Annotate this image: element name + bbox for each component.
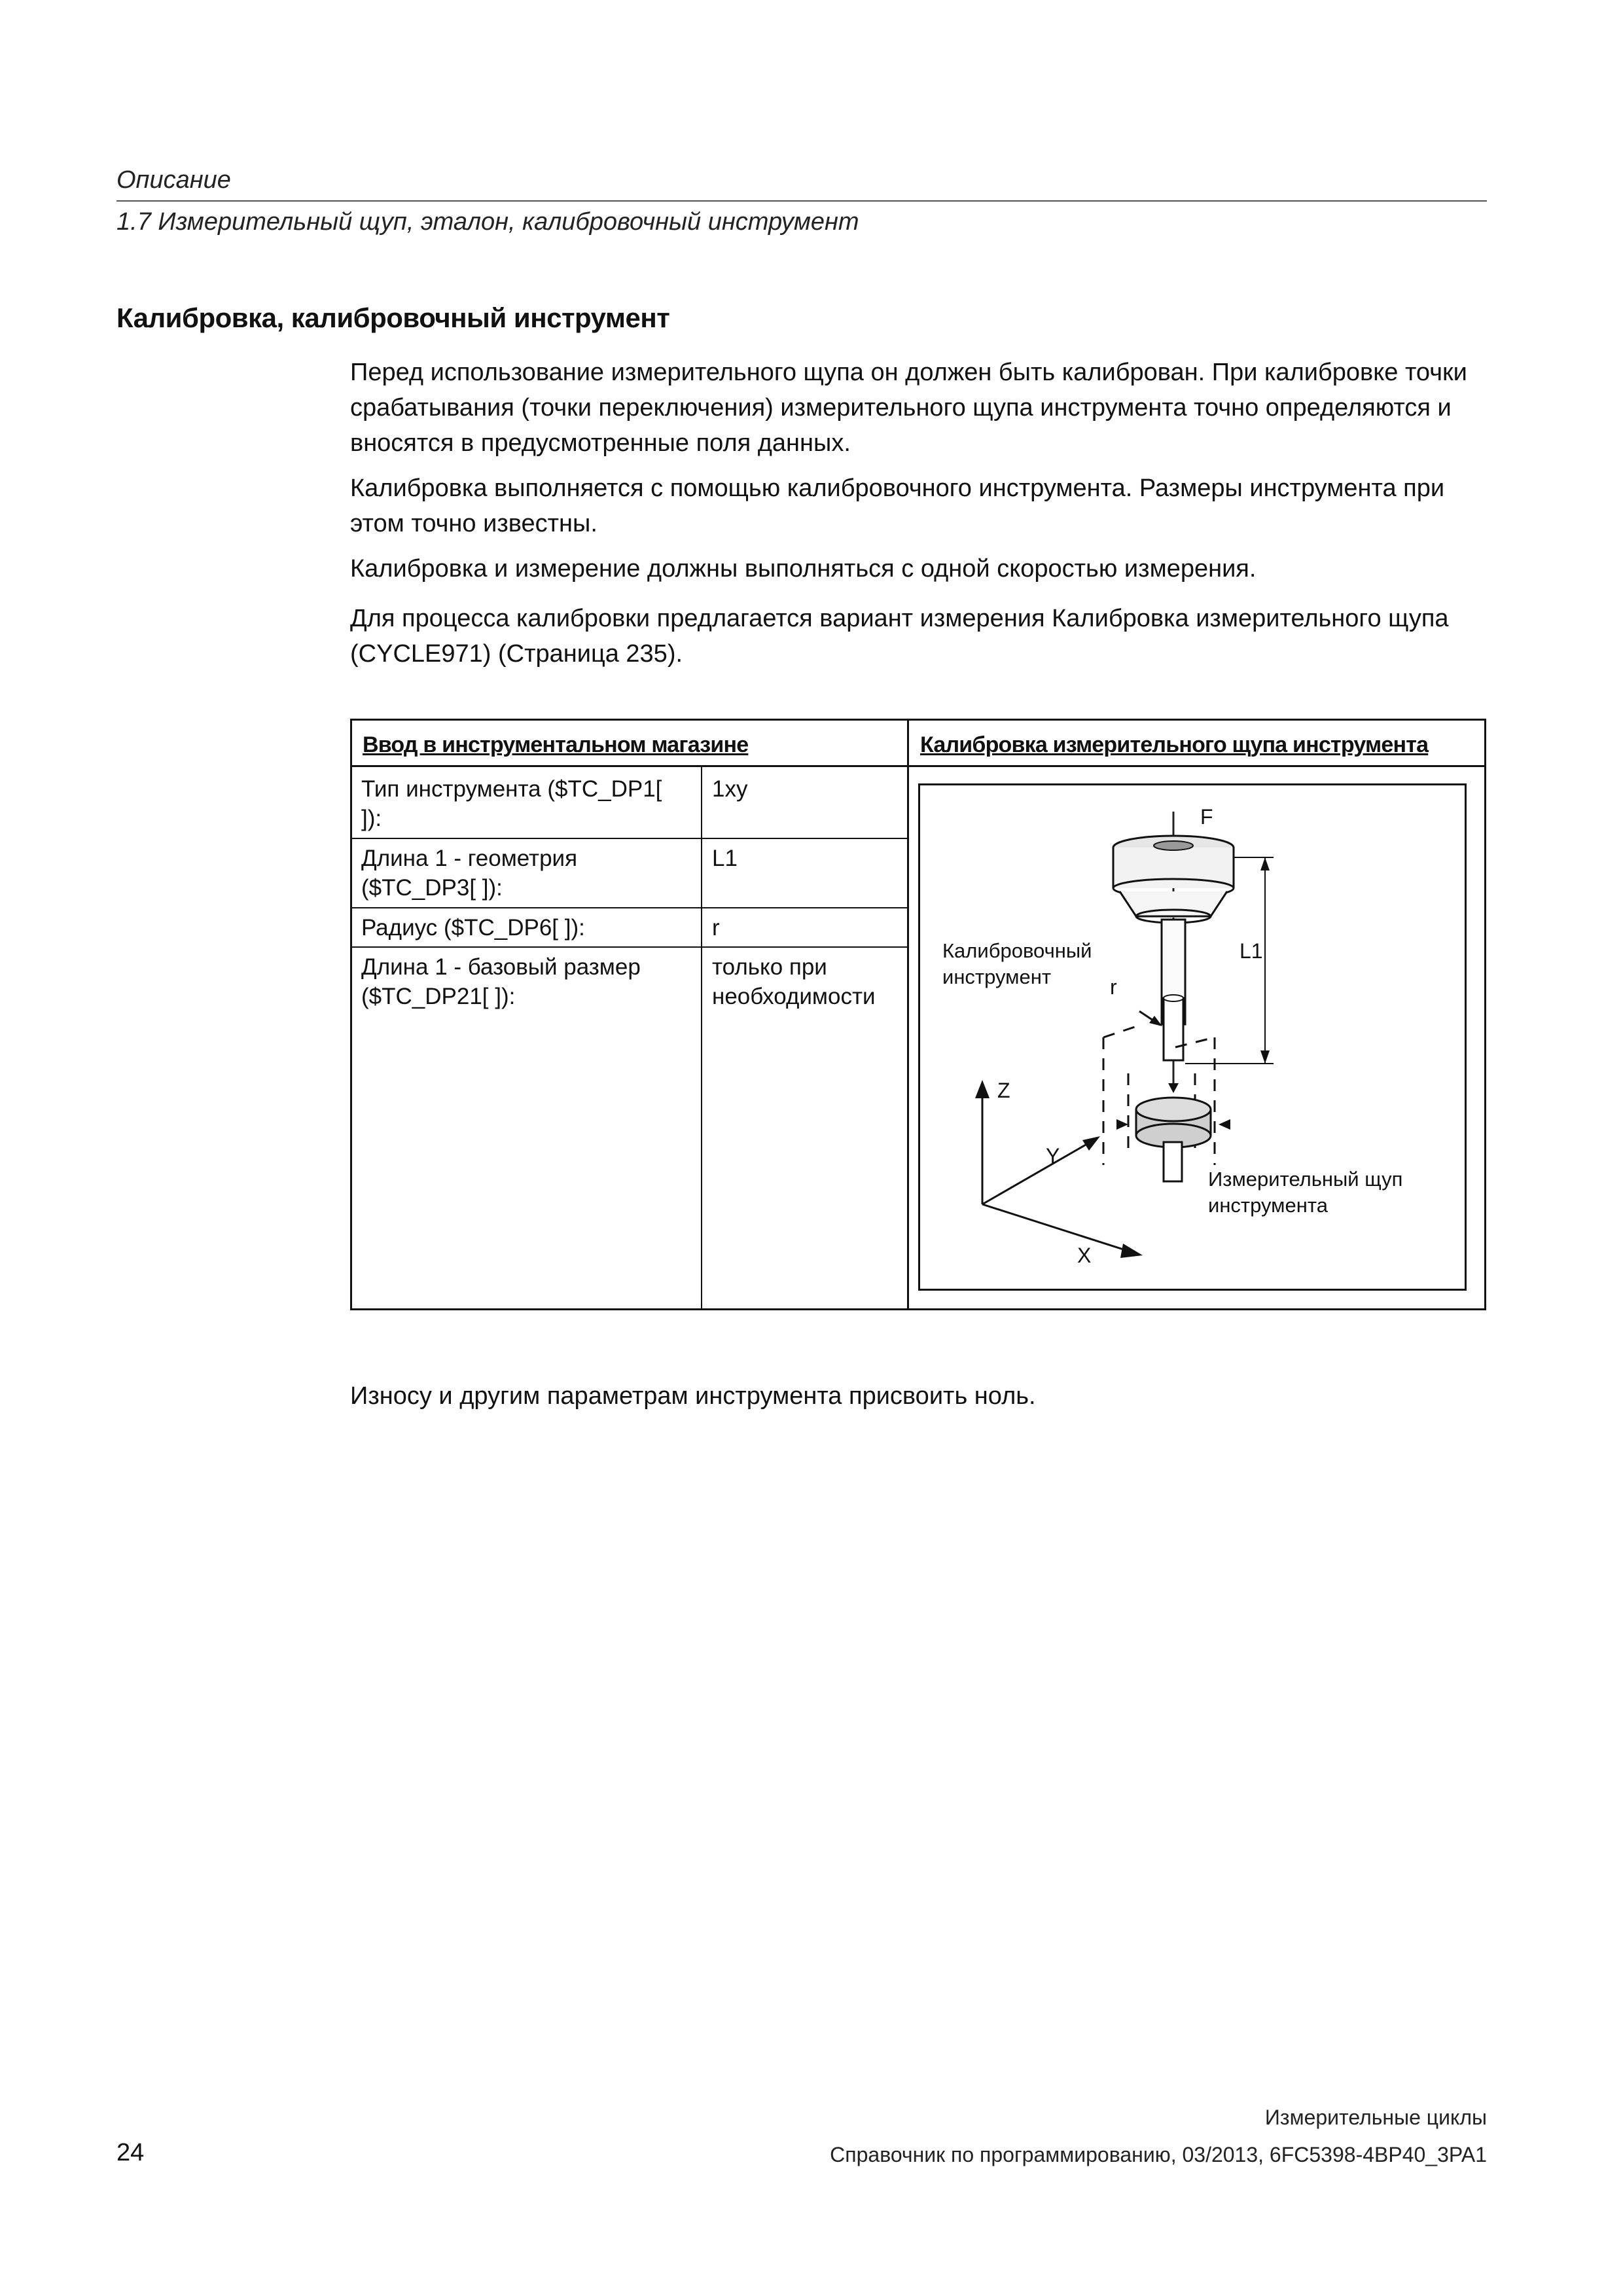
- table-row-divider: [352, 838, 907, 839]
- paragraph-3: Калибровка и измерение должны выполняться с одной скоростью измерения.: [350, 555, 1257, 583]
- table-col-divider-1: [701, 765, 702, 1308]
- table-header-col2: Калибровка измерительного щупа инструмента: [920, 732, 1429, 757]
- table-header-col1: Ввод в инструментальном магазине: [363, 732, 749, 757]
- label-r: r: [1110, 975, 1117, 999]
- table-cell-value: 1xy: [712, 776, 748, 802]
- paragraph-4: Для процесса калибровки предлагается вариант измерения Калибровка измерительного щупа (CYCLE971) (Страница 235).: [350, 605, 1449, 668]
- table-cell-value: L1: [712, 846, 738, 871]
- footer-doc-ref: Справочник по программированию, 03/2013, 6FC5398-4BP40_3PA1: [830, 2143, 1487, 2166]
- label-probe: Измерительный щуп инструмента: [1208, 1168, 1403, 1217]
- table-cell-param: Длина 1 - базовый размер ($TC_DP21[ ]):: [361, 954, 641, 1009]
- table-header-divider: [352, 765, 1484, 767]
- header-section: Описание: [116, 166, 231, 194]
- table-cell-param: Тип инструмента ($TC_DP1[ ]):: [361, 776, 662, 831]
- footer-doc-title: Измерительные циклы: [1264, 2106, 1487, 2129]
- table-cell-param: Длина 1 - геометрия ($TC_DP3[ ]):: [361, 846, 578, 901]
- label-Z: Z: [997, 1079, 1010, 1102]
- header-subsection: 1.7 Измерительный щуп, эталон, калибровочный инструмент: [116, 208, 859, 236]
- table-cell-value: только при необходимости: [712, 954, 876, 1009]
- label-F: F: [1200, 805, 1213, 829]
- paragraph-1: Перед использование измерительного щупа он должен быть калиброван. При калибровке точки срабатывания (точки переключения) измерительного щупа инструмента точно определяются и вносятся в предусмотренные поля данных.: [350, 359, 1467, 457]
- table-cell-param: Радиус ($TC_DP6[ ]):: [361, 915, 585, 941]
- label-calibration-tool: Калибровочный инструмент: [942, 939, 1092, 988]
- calibration-figure: [918, 783, 1467, 1291]
- closing-text: Износу и другим параметрам инструмента присвоить ноль.: [350, 1382, 1036, 1410]
- table-row-divider: [352, 946, 907, 948]
- table-cell-value: r: [712, 915, 720, 941]
- label-X: X: [1077, 1244, 1092, 1267]
- page-number: 24: [116, 2139, 145, 2166]
- label-L1: L1: [1240, 939, 1263, 963]
- header-rule: [116, 200, 1487, 202]
- label-Y: Y: [1046, 1144, 1060, 1168]
- table-col-divider-2: [907, 721, 909, 1308]
- table-row-divider: [352, 907, 907, 908]
- paragraph-2: Калибровка выполняется с помощью калибровочного инструмента. Размеры инструмента при этом точно известны.: [350, 475, 1445, 537]
- section-heading: Калибровка, калибровочный инструмент: [116, 302, 670, 333]
